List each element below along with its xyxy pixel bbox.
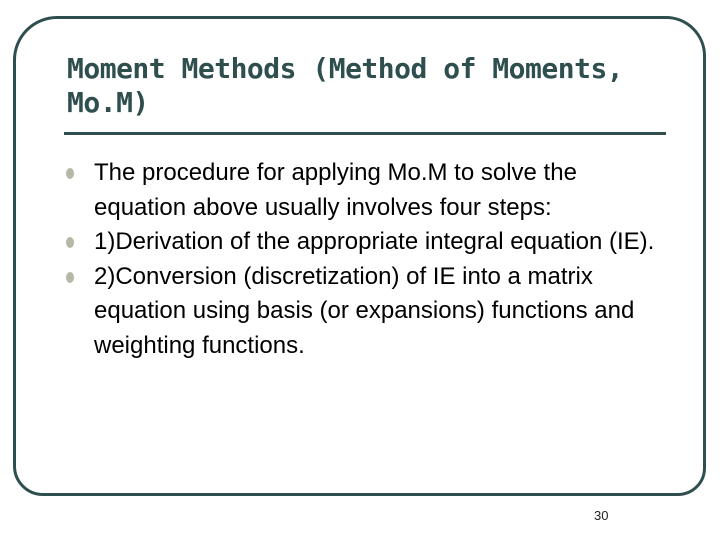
bullet-item <box>66 260 666 364</box>
bullet-list <box>66 156 666 363</box>
bullet-text: 2)Conversion (discretization) of IE into a matrix equation using basis (or expansions) functions and weighting functions. <box>94 262 635 359</box>
bullet-item <box>66 225 666 260</box>
title-underline <box>64 132 666 135</box>
bullet-dot-icon <box>66 272 74 283</box>
slide-title: Moment Methods (Method of Moments, Mo.M) <box>67 52 624 119</box>
page-number: 30 <box>594 508 609 523</box>
bullet-item <box>66 156 666 225</box>
bullet-text: The procedure for applying Mo.M to solve the equation above usually involves four steps: <box>94 159 577 221</box>
bullet-dot-icon <box>66 168 74 179</box>
bullet-text: 1)Derivation of the appropriate integral equation (IE). <box>94 228 655 255</box>
bullet-dot-icon <box>66 237 74 248</box>
